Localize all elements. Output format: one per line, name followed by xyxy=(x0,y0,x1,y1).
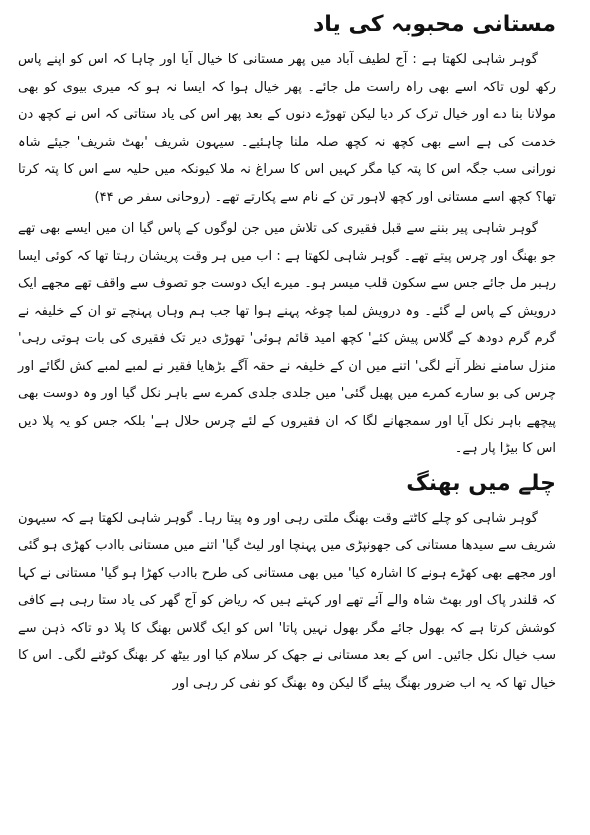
paragraph: گوہر شاہی پیر بننے سے قبل فقیری کی تلاش میں جن لوگوں کے پاس گیا ان میں ایسے بھی تھے جو بھنگ اور چرس پیتے تھے۔ گوہر شاہی لکھتا ہے : اب میں ہر وقت پریشان رہتا تھا کہ کوئی ایسا رہبر مل جائے جس سے سکون قلب میسر ہو۔ میرے ایک دوست جو تصوف سے واقف تھے مجھے ایک درویش کے پاس لے گئے۔ وہ درویش لمبا چوغہ پہنے ہوا تھا جب ہم وہاں پہنچے تو ان کے خلیفہ نے گرم گرم دودھ کے گلاس پیش کئے' کچھ امید قائم ہوئی' تھوڑی دیر تک فقیری کی بات ہوتی رہی' منزل سامنے نظر آنے لگی' اتنے میں ان کے خلیفہ نے حقہ آگے بڑھایا فقیر نے لمبے لمبے کش لگائے اور چرس کی بو سارے کمرے میں پھیل گئی' میں جلدی جلدی کمرے سے باہر نکل گیا اور وہ دوست بھی پیچھے باہر نکل آیا اور سمجھانے لگا کہ ان فقیروں کے لئے چرس حلال ہے' بلکہ جس کو یہ پلا دیں اس کا بیڑا پار ہے۔ xyxy=(18,221,556,456)
paragraph: گوہر شاہی لکھتا ہے : آج لطیف آباد میں پھر مستانی کا خیال آیا اور چاہا کہ اس کو اپنے پاس رکھ لوں تاکہ اسے بھی راہ راست مل جائے۔ پھر خیال ہوا کہ ایسا نہ ہو کہ میری بیوی کو بھی مولانا بنا دے اور خیال ترک کر دیا لیکن تھوڑے دنوں کے بعد پھر اس کی یاد ستاتی کہ اس نے کچھ دن خدمت کی ہے اسے بھی کچھ نہ کچھ صلہ ملنا چاہئیے۔ سیہون شریف 'بھٹ شریف' جیئے شاہ نورانی سب جگہ اس کا پتہ کیا مگر کہیں اس کا سراغ نہ ملا کیونکہ میں حلیہ سے اس کا پتہ کرتا تھا؟ کچھ اسے مستانی اور کچھ لاہور تن کے نام سے پکارتے تھے۔ (روحانی سفر ص ۴۴) xyxy=(18,52,556,205)
section-mastani-memory xyxy=(18,10,556,463)
paragraph: گوہر شاہی کو چلے کاٹتے وقت بھنگ ملتی رہی اور وہ پیتا رہا۔ گوہر شاہی لکھتا ہے کہ سیہون شریف سے سیدھا مستانی کی جھونپڑی میں پہنچا اور لیٹ گیا' اتنے میں مستانی باادب کھڑی ہو گئی اور مجھے بھی کھڑے ہونے کا اشارہ کیا' میں بھی مستانی کی طرح باادب کھڑا ہو گیا' مستانی نے کہا کہ قلندر پاک اور بھٹ شاہ والے آئے تھے اور کہتے ہیں کہ ریاض کو آج گھر کی یاد ستا رہی ہے کافی کوشش کرتا ہے کہ بھول جائے مگر بھول نہیں پاتا' اس کو ایک گلاس بھنگ کا پلا دو تاکہ ذہن سے سب خیال نکل جائیں۔ اس کے بعد مستانی نے جھک کر سلام کیا اور بیٹھ کر بھنگ کوٹنے لگی۔ اس کا خیال تھا کہ یہ اب ضرور بھنگ پیئے گا لیکن وہ بھنگ کو نفی کر رہی اور xyxy=(18,510,556,691)
section-heading: مستانی محبوبہ کی یاد xyxy=(312,12,556,37)
section-heading: چلے میں بھنگ xyxy=(406,470,556,496)
section-bhang-in-chilla xyxy=(18,469,556,698)
